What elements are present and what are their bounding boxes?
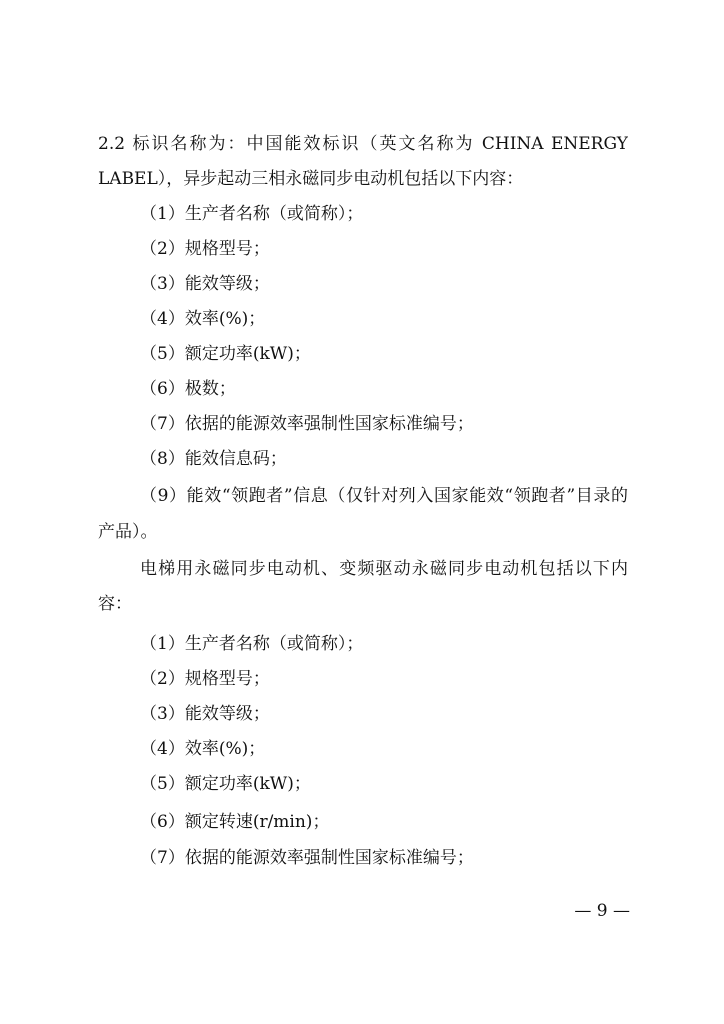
list1-item-4: （4）效率(%)； [140, 309, 266, 329]
list1-item-2: （2）规格型号； [140, 239, 270, 259]
list1-item-7: （7）依据的能源效率强制性国家标准编号； [140, 414, 474, 434]
list1-item-5: （5）额定功率(kW)； [140, 344, 311, 364]
list2-item-2: （2）规格型号； [140, 669, 270, 689]
list1-item-3: （3）能效等级； [140, 274, 270, 294]
list2-item-6: （6）额定转速(r/min)； [140, 812, 330, 832]
section-heading-line-2: LABEL），异步起动三相永磁同步电动机包括以下内容： [98, 169, 524, 189]
list2-item-7: （7）依据的能源效率强制性国家标准编号； [140, 848, 474, 868]
list1-item-6: （6）极数； [140, 379, 236, 399]
list2-item-4: （4）效率(%)； [140, 739, 266, 759]
list2-item-3: （3）能效等级； [140, 704, 270, 724]
page-number: — 9 — [574, 901, 630, 921]
paragraph2-line-1: 电梯用永磁同步电动机、变频驱动永磁同步电动机包括以下内 [140, 559, 628, 579]
list1-item-1: （1）生产者名称（或简称）； [140, 204, 364, 224]
paragraph2-line-2: 容： [98, 594, 132, 614]
list2-item-1: （1）生产者名称（或简称）； [140, 634, 364, 654]
list1-item-9: （9）能效“领跑者”信息（仅针对列入国家能效“领跑者”目录的 [140, 486, 628, 506]
list1-item-8: （8）能效信息码； [140, 449, 287, 469]
list1-item-9-continuation: 产品）。 [98, 522, 158, 542]
list2-item-5: （5）额定功率(kW)； [140, 774, 311, 794]
section-heading-line-1: 2.2 标识名称为：中国能效标识（英文名称为 CHINA ENERGY [98, 134, 628, 154]
